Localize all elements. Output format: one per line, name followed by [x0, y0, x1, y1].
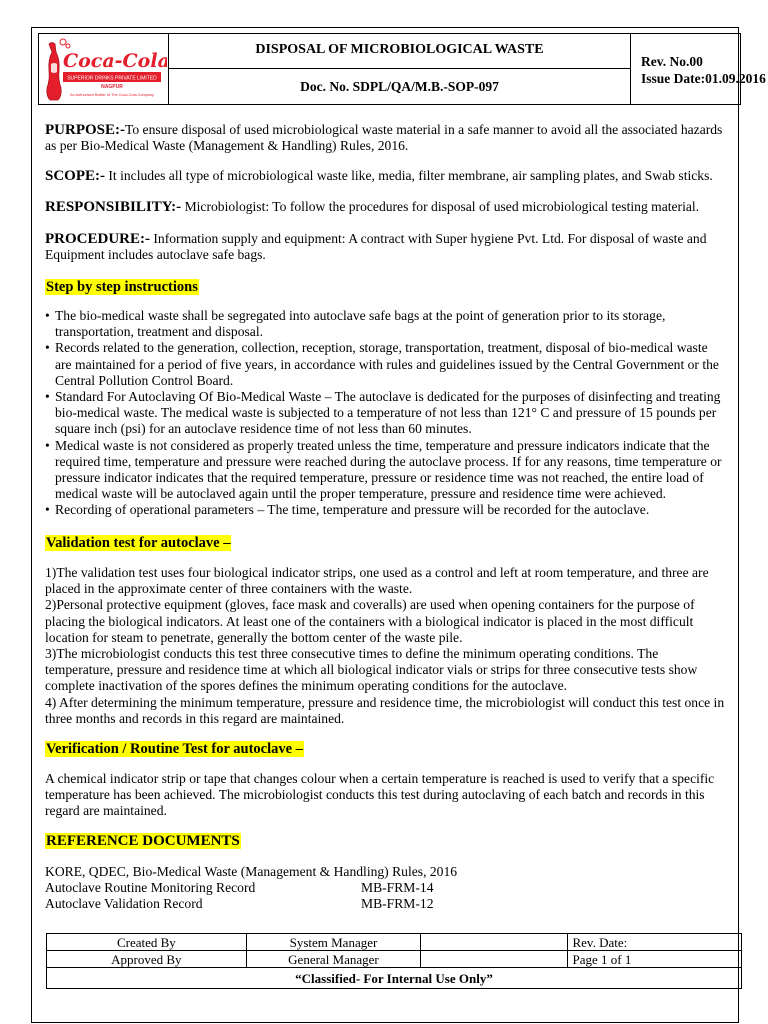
responsibility-text: Microbiologist: To follow the procedures for disposal of used microbiological testing material. — [181, 199, 700, 214]
verification-heading-row — [45, 741, 725, 757]
reference-row — [45, 880, 725, 896]
reference-code: MB-FRM-12 — [361, 896, 434, 912]
list-item: • Records related to the generation, collection, reception, storage, transportation, treatment, disposal of bio-medical waste are maintained for a period of five years, in accordance with rules and guidelines issued by the Central Government or the Central Pollution Control Board. — [45, 340, 725, 389]
title-cell — [169, 34, 631, 104]
logo-cell — [39, 34, 169, 104]
list-item: 1)The validation test uses four biological indicator strips, one used as a control and left at room temperature, and three are placed in the approximate center of three containers with the waste. — [45, 565, 709, 597]
responsibility-section — [45, 199, 725, 215]
procedure-label: PROCEDURE:- — [45, 231, 150, 247]
list-item: • The bio-medical waste shall be segregated into autoclave safe bags at the point of generation prior to its storage, transportation, treatment and disposal. — [45, 308, 725, 340]
procedure-section — [45, 231, 725, 263]
table-row — [47, 968, 742, 989]
rev-date-label: Rev. Date: — [568, 934, 742, 951]
verification-text: A chemical indicator strip or tape that changes colour when a certain temperature is reached is used to verify that a specific temperature has been achieved. The microbiologist conducts this test during autoclaving of each batch and records in this regard are maintained. — [45, 771, 715, 819]
reference-code: MB-FRM-14 — [361, 880, 434, 896]
references-intro: KORE, QDEC, Bio-Medical Waste (Management & Handling) Rules, 2016 — [45, 864, 458, 879]
table-row — [47, 951, 742, 968]
purpose-section — [45, 122, 725, 154]
logo-tagline: An Authorised Bottler of The Coca-Cola Company — [70, 93, 154, 97]
purpose-label: PURPOSE:- — [45, 122, 125, 138]
list-item: • Standard For Autoclaving Of Bio-Medical Waste – The autoclave is dedicated for the purposes of disinfecting and treating bio-medical waste. The medical waste is subjected to a temperature of not less than 121° C and pressure of 15 pounds per square inch (psi) for an autoclave residence time of not less than 60 minutes. — [45, 389, 725, 438]
procedure-text: Information supply and equipment: A contract with Super hygiene Pvt. Ltd. For disposal of waste and Equipment includes autoclave safe bags. — [45, 231, 707, 263]
scope-label: SCOPE:- — [45, 168, 105, 184]
classification-notice: “Classified- For Internal Use Only” — [47, 968, 742, 989]
references-heading: REFERENCE DOCUMENTS — [46, 833, 240, 849]
references-heading-row — [45, 833, 725, 849]
list-item: 2)Personal protective equipment (gloves, face mask and coveralls) are used when opening containers for the purpose of placing the biological indicators. At least one of the containers with a biological indicator is placed in the most difficult location for steam to penetrate, generally the bottom center of the waste pile. — [45, 597, 695, 645]
steps-list-block — [45, 308, 725, 519]
purpose-text: To ensure disposal of used microbiological waste material in a safe manner to avoid all the associated hazards as per Bio-Medical Waste (Management & Handling) Rules, 2016. — [45, 122, 723, 154]
list-item: • Recording of operational parameters – The time, temperature and pressure will be recorded for the autoclave. — [45, 502, 725, 518]
coca-cola-logo — [39, 34, 167, 104]
logo-wordmark: Coca-Cola — [63, 50, 167, 72]
document-number: Doc. No. SDPL/QA/M.B.-SOP-097 — [300, 79, 499, 94]
logo-city: NAGPUR — [101, 84, 123, 90]
list-item: 3)The microbiologist conducts this test three consecutive times to define the minimum operating conditions. The temperature, pressure and residence time at which all biological indicator vials or strips for three consecutive tests show complete inactivation of the spores defines the minimum operating conditions for the autoclave. — [45, 646, 698, 694]
approved-by-label: Approved By — [47, 951, 247, 968]
table-row — [47, 934, 742, 951]
steps-heading-row — [45, 279, 725, 295]
list-item: 4) After determining the minimum temperature, pressure and residence time, the microbiologist will conduct this test once in three months and records in this regard are maintained. — [45, 694, 725, 726]
steps-list — [45, 308, 725, 519]
document-header — [38, 33, 766, 105]
reference-name: Autoclave Routine Monitoring Record — [45, 880, 256, 896]
scope-text: It includes all type of microbiological waste like, media, filter membrane, air sampling plates, and Swab sticks. — [105, 168, 713, 183]
steps-heading: Step by step instructions — [46, 279, 198, 295]
revision-cell — [631, 34, 766, 104]
references-section — [45, 864, 725, 913]
general-manager-label: General Manager — [246, 951, 421, 968]
empty-cell — [421, 951, 568, 968]
verification-heading: Verification / Routine Test for autoclave – — [46, 741, 303, 757]
responsibility-label: RESPONSIBILITY:- — [45, 199, 182, 215]
system-manager-label: System Manager — [246, 934, 421, 951]
document-title: DISPOSAL OF MICROBIOLOGICAL WASTE — [169, 34, 630, 69]
validation-heading: Validation test for autoclave – — [46, 535, 231, 551]
scope-section — [45, 168, 725, 184]
revision-number: Rev. No.00 — [641, 54, 703, 69]
empty-cell — [421, 934, 568, 951]
list-item: • Medical waste is not considered as properly treated unless the time, temperature and pressure indicators indicate that the required time, temperature and pressure were reached during the autoclave process. If for any reasons, time temperature or pressure indicator indicates that the required temperature, pressure or residence time was not reached, the entire load of medical waste will be autoclaved again until the proper temperature, pressure and residence time were achieved. — [45, 438, 725, 503]
reference-name: Autoclave Validation Record — [45, 896, 203, 912]
validation-list-block — [45, 565, 725, 727]
created-by-label: Created By — [47, 934, 247, 951]
approval-table — [46, 933, 742, 989]
validation-heading-row — [45, 535, 725, 551]
page-number: Page 1 of 1 — [568, 951, 742, 968]
reference-row — [45, 896, 725, 912]
logo-company: SUPERIOR DRINKS PRIVATE LIMITED — [67, 75, 157, 82]
issue-date: Issue Date:01.09.2016 — [641, 71, 766, 86]
verification-section — [45, 771, 725, 820]
